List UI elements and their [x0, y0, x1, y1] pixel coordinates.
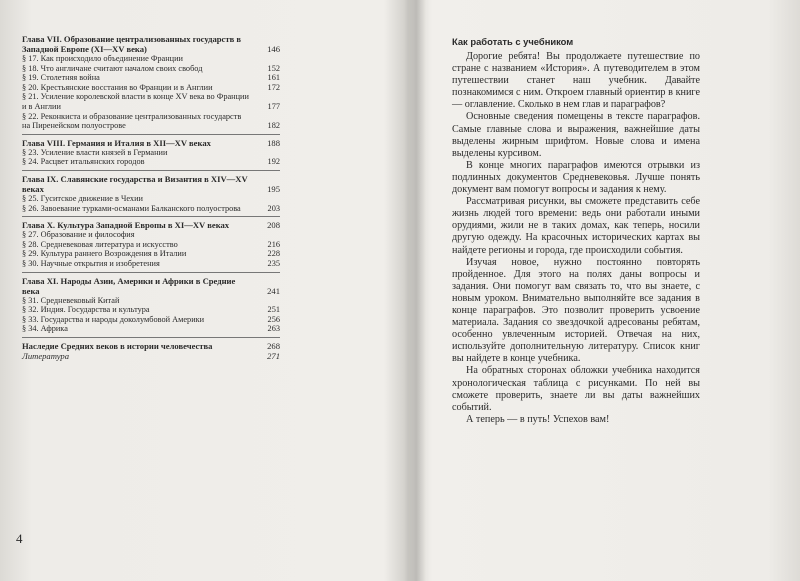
toc-entry-text: Глава IX. Славянские государства и Византия в XIV—XV веках	[22, 173, 248, 194]
toc-entry-text: § 23. Усиление власти князей в Германии	[22, 147, 168, 157]
toc-chapter	[22, 276, 280, 296]
toc-page-number: 152	[267, 63, 280, 73]
toc-page-number: 208	[267, 220, 280, 231]
toc-entry-text: § 28. Средневековая литература и искусство	[22, 239, 178, 249]
toc-entry-text: § 19. Столетняя война	[22, 73, 100, 83]
toc-entry-text: § 17. Как происходило объединение Франции	[22, 54, 183, 63]
paragraph: А теперь — в путь! Успехов вам!	[466, 413, 610, 425]
toc-chapter	[22, 138, 280, 148]
toc-divider	[22, 170, 280, 171]
toc-page-number: 216	[267, 239, 280, 249]
toc-entry-text: § 25. Гуситское движение в Чехии	[22, 193, 143, 203]
toc-chapter	[22, 34, 280, 54]
toc-entry-text: § 20. Крестьянские восстания во Франции и в Англии	[22, 82, 213, 92]
toc-page-number: 203	[267, 203, 280, 213]
toc-page-number: 263	[267, 324, 280, 334]
toc-entry-text: Наследие Средних веков в истории человечества	[22, 340, 213, 351]
toc-item	[22, 194, 280, 204]
toc-chapter	[22, 341, 280, 351]
toc-entry-text: § 34. Африка	[22, 324, 68, 334]
table-of-contents	[22, 34, 280, 361]
paragraph: В конце многих параграфов имеются отрывки из подлинных документов Средневековья. Лучше понять документ вам помогут вопросы и задания к нему.	[452, 159, 700, 196]
toc-page-number: 235	[267, 258, 280, 268]
toc-item	[22, 324, 280, 334]
toc-item	[22, 92, 280, 111]
paragraph: Изучая новое, нужно постоянно повторять пройденное. Для этого на полях даны вопросы и задания. Они помогут вам связать то, что вы знаете, с новым уроком. Внимательно выполняйте все задания в конце параграфов. Это позволит проверить усвоение материала. Задания со звездочкой адресованы ребятам, особенно увлеченным историей. Отвечая на них, используйте дополнительную литературу. Список книг вы найдете в конце учебника.	[452, 256, 700, 365]
toc-entry-text: § 18. Что англичане считают началом своих свобод	[22, 63, 203, 73]
toc-page-number: 271	[267, 350, 280, 361]
toc-page-number: 146	[267, 44, 280, 54]
toc-item	[22, 315, 280, 325]
toc-entry-text: Глава VII. Образование централизованных государств в Западной Европе (XI—XV века)	[22, 34, 242, 54]
book-gutter	[404, 0, 426, 581]
paragraph: Дорогие ребята! Вы продолжаете путешествие по стране с названием «История». А путеводителем в этом путешествии станет наш учебник. Давайте познакомимся с ним. Откроем главный ориентир в книге — оглавление. Сколько в нем глав и параграфов?	[452, 51, 700, 111]
toc-item	[22, 204, 280, 214]
toc-chapter	[22, 174, 280, 194]
toc-chapter	[22, 220, 280, 230]
toc-item	[22, 240, 280, 250]
toc-item	[22, 157, 280, 167]
toc-entry-text: Глава XI. Народы Азии, Америки и Африки в Средние века	[22, 275, 236, 296]
toc-page-number: 188	[267, 137, 280, 148]
toc-divider	[22, 216, 280, 217]
paragraph: Основные сведения помещены в тексте параграфов. Самые главные слова и выражения, важнейшие даты выделены жирным шрифтом. Новые слова и имена выделены курсивом.	[452, 111, 700, 159]
right-page-text	[452, 36, 700, 426]
toc-page-number: 172	[267, 82, 280, 92]
toc-entry-text: § 29. Культура раннего Возрождения в Италии	[22, 249, 187, 259]
toc-page-number: 182	[267, 121, 280, 131]
toc-item	[22, 230, 280, 240]
paragraph: На обратных сторонах обложки учебника находится хронологическая таблица с рисунками. По ней вы сможете проверить, знаете ли вы даты важнейших событий.	[452, 365, 700, 413]
toc-page-number: 251	[267, 305, 280, 315]
toc-item	[22, 259, 280, 269]
toc-page-number: 256	[267, 314, 280, 324]
paragraph: Рассматривая рисунки, вы сможете представить себе жизнь людей того времени: ведь они работали иными орудиями, жили не в таких домах, как теперь, носили другую одежду. На красочных исторических картах вы найдете регионы и города, где происходили события.	[452, 196, 700, 256]
toc-entry-text: § 27. Образование и философия	[22, 230, 135, 240]
toc-page-number: 228	[267, 249, 280, 259]
toc-page-number: 161	[267, 73, 280, 83]
toc-item	[22, 73, 280, 83]
toc-item	[22, 305, 280, 315]
toc-divider	[22, 134, 280, 135]
toc-entry-text: Литература	[22, 350, 70, 361]
toc-entry-text: § 22. Реконкиста и образование централизованных государств на Пиренейском полуострове	[22, 111, 242, 131]
toc-item	[22, 83, 280, 93]
toc-page-number: 241	[267, 285, 280, 296]
toc-chapter	[22, 351, 280, 361]
section-title: Как работать с учебником	[452, 36, 574, 47]
toc-page-number: 192	[267, 157, 280, 167]
toc-item	[22, 112, 280, 131]
toc-item	[22, 148, 280, 158]
toc-item	[22, 249, 280, 259]
toc-item	[22, 296, 280, 306]
toc-entry-text: § 31. Средневековый Китай	[22, 295, 120, 305]
toc-entry-text: § 30. Научные открытия и изобретения	[22, 258, 160, 268]
toc-divider	[22, 272, 280, 273]
toc-entry-text: § 26. Завоевание турками-османами Балканского полуострова	[22, 203, 241, 213]
page-number: 4	[16, 531, 23, 546]
toc-item	[22, 54, 280, 64]
toc-page-number: 177	[267, 101, 280, 111]
toc-item	[22, 64, 280, 74]
toc-entry-text: § 21. Усиление королевской власти в конце XV века во Франции и в Англии	[22, 92, 249, 111]
toc-entry-text: § 33. Государства и народы доколумбовой Америки	[22, 314, 205, 324]
toc-entry-text: Глава X. Культура Западной Европы в XI—XV веках	[22, 220, 230, 231]
toc-entry-text: § 24. Расцвет итальянских городов	[22, 157, 145, 167]
toc-divider	[22, 337, 280, 338]
toc-page-number: 268	[267, 340, 280, 351]
toc-entry-text: Глава VIII. Германия и Италия в XII—XV веках	[22, 137, 211, 148]
toc-entry-text: § 32. Индия. Государства и культура	[22, 305, 150, 315]
toc-page-number: 195	[267, 183, 280, 194]
